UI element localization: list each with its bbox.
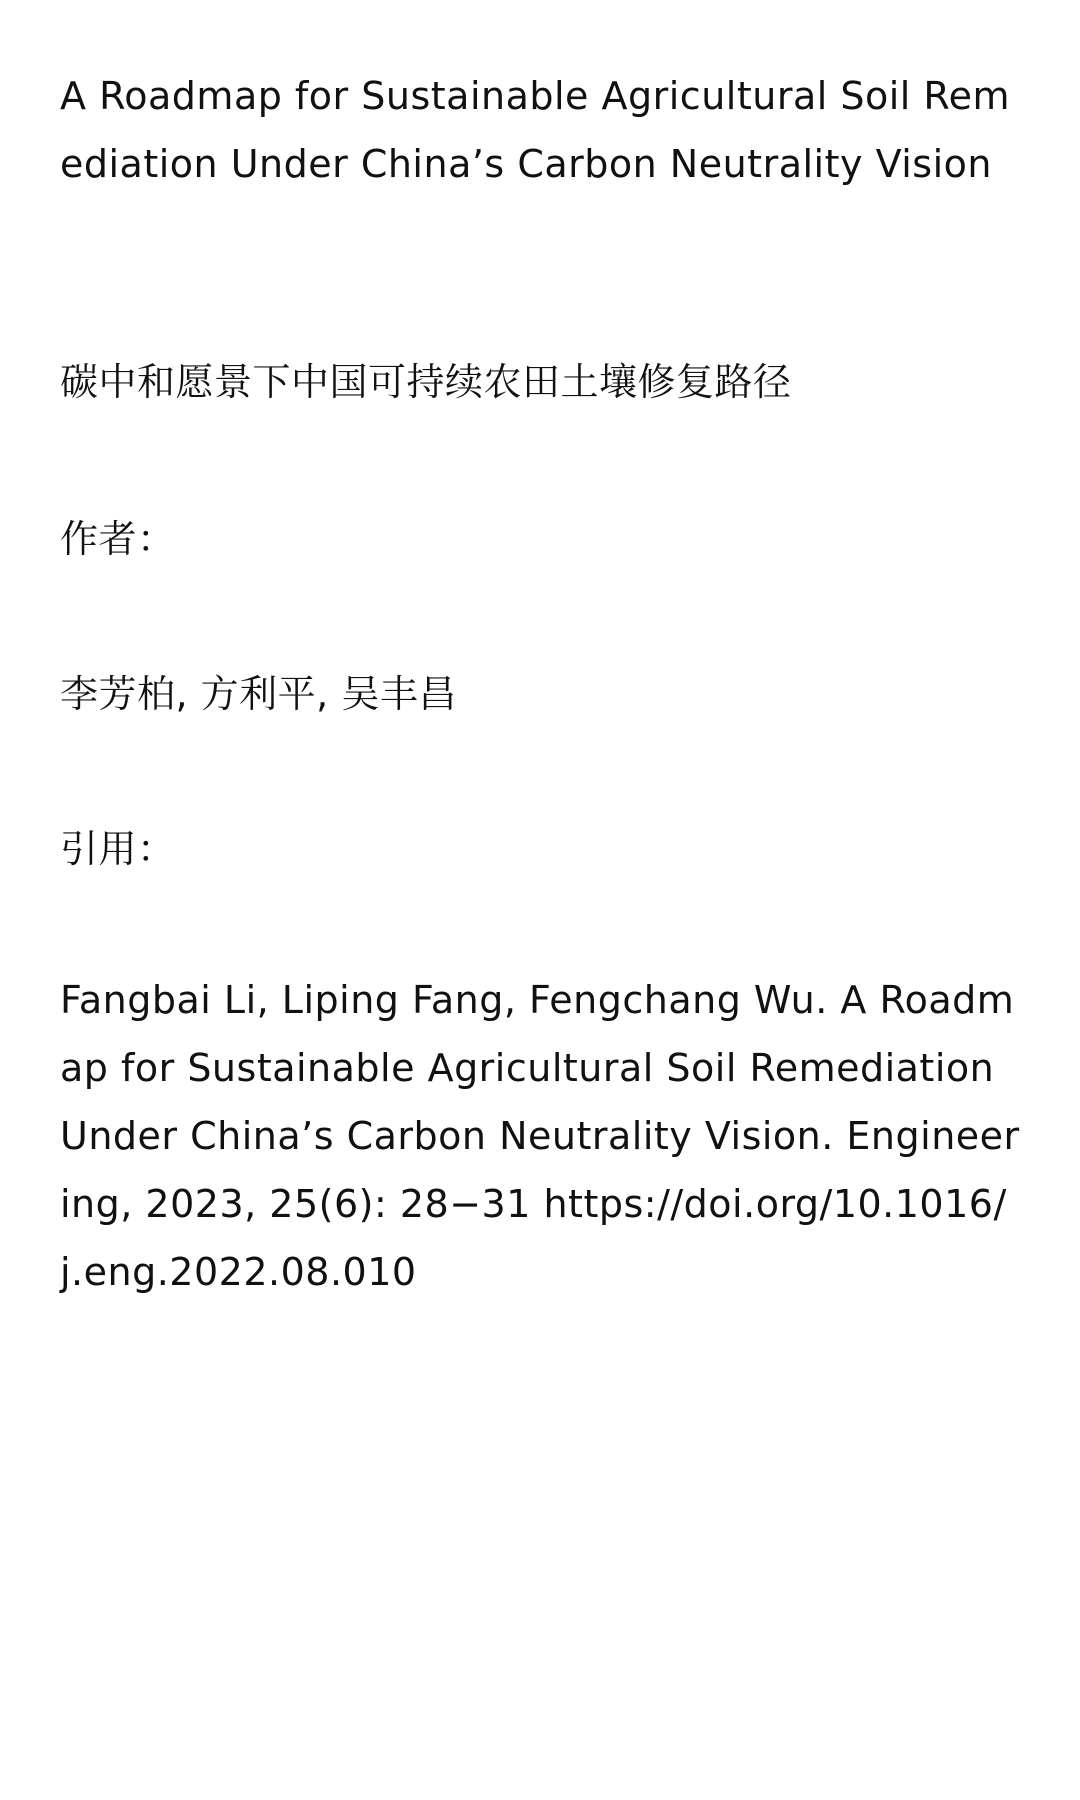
citation-text[interactable]: Fangbai Li, Liping Fang, Fengchang Wu. A Roadmap for Sustainable Agricultural Soil Remediation Under China’s Carbon Neutrality Vision. Engineering, 2023, 25(6): 28−31 https://doi.org/10.1016/j.eng.2022.08.010 [60, 978, 1020, 1294]
citation-label: 引用： [60, 827, 176, 871]
authors-list: 李芳柏, 方利平, 吴丰昌 [60, 672, 457, 716]
english-title: A Roadmap for Sustainable Agricultural Soil Remediation Under China’s Carbon Neutrality Vision [60, 74, 1011, 186]
authors-label: 作者： [60, 517, 176, 561]
chinese-title: 碳中和愿景下中国可持续农田土壤修复路径 [60, 360, 792, 404]
